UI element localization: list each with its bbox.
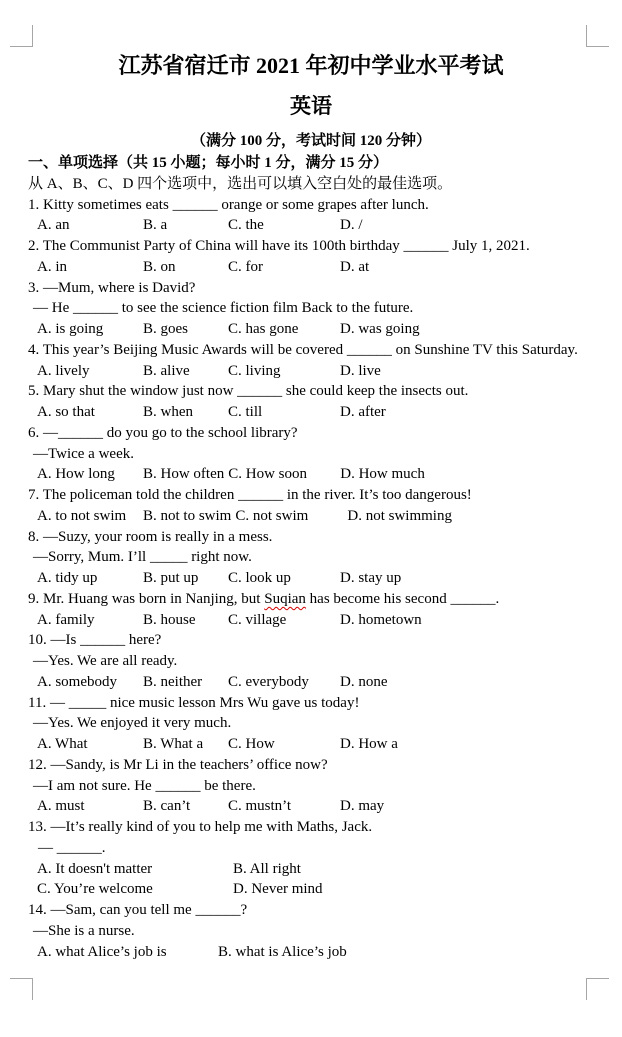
question-11-options	[28, 734, 594, 755]
option-c: C. has gone	[228, 321, 299, 337]
question-10-stem: 10. —Is ______ here?	[28, 632, 162, 649]
exam-score-time-info: （满分 100 分，考试时间 120 分钟）	[190, 133, 431, 149]
option-b: B. alive	[143, 362, 190, 379]
question-6-options	[28, 464, 594, 485]
option-c: C. everybody	[228, 673, 309, 690]
option-d: D. stay up	[340, 570, 402, 586]
option-c: C. You’re welcome	[37, 881, 153, 898]
option-b: B. What a	[143, 736, 204, 752]
question-5-options	[28, 402, 594, 423]
option-b: B. when	[143, 404, 193, 420]
option-d: D. How a	[340, 736, 398, 752]
question-13-stem: 13. —It’s really kind of you to help me with Maths, Jack.	[28, 819, 373, 835]
option-a: A. to not swim	[37, 507, 127, 524]
option-d: D. none	[340, 673, 388, 690]
option-c: C. the	[228, 217, 264, 234]
question-9-options	[28, 610, 594, 631]
option-d: D. at	[340, 258, 370, 275]
option-d: D. /	[340, 217, 363, 234]
option-d: D. after	[340, 404, 386, 420]
question-11-reply: —Yes. We enjoyed it very much.	[33, 715, 232, 732]
option-d: D. live	[340, 362, 381, 379]
option-a: A. an	[37, 217, 70, 234]
option-b: B. neither	[143, 673, 203, 690]
question-7-options	[28, 506, 594, 527]
option-a: A. family	[37, 611, 95, 628]
question-3-reply: — He ______ to see the science fiction film Back to the future.	[33, 300, 414, 317]
option-c: C. mustn’t	[228, 798, 292, 815]
option-a: A. What	[37, 736, 88, 752]
exam-subject: 英语	[290, 94, 332, 118]
question-12-stem: 12. —Sandy, is Mr Li in the teachers’ office now?	[28, 756, 328, 773]
text-boundary-mark-top-left	[10, 25, 33, 47]
option-a: A. somebody	[37, 673, 117, 690]
option-a: A. must	[37, 798, 85, 815]
option-b: B. not to swim	[143, 507, 232, 524]
question-6-reply: —Twice a week.	[33, 445, 134, 462]
question-6-stem: 6. —______ do you go to the school library?	[28, 424, 298, 441]
option-c: C. village	[228, 611, 287, 628]
option-c: C. How	[228, 736, 275, 752]
option-d: D. How much	[340, 466, 425, 483]
question-13-options-row-1	[28, 859, 594, 880]
question-1-stem: 1. Kitty sometimes eats ______ orange or some grapes after lunch.	[28, 196, 429, 213]
question-1-options	[28, 215, 594, 236]
question-3-stem: 3. —Mum, where is David?	[28, 279, 196, 296]
option-a: A. lively	[37, 362, 90, 379]
question-5-stem: 5. Mary shut the window just now ______ she could keep the insects out.	[28, 383, 469, 400]
option-a: A. in	[37, 258, 67, 275]
question-13-reply: — ______.	[38, 839, 106, 856]
question-12-reply: —I am not sure. He ______ be there.	[33, 777, 256, 794]
text-boundary-mark-bottom-right	[586, 978, 609, 1000]
exam-body	[28, 153, 594, 962]
option-d: D. Never mind	[233, 881, 323, 898]
question-12-options	[28, 796, 594, 817]
option-b: B. goes	[143, 321, 188, 337]
option-a: A. How long	[37, 466, 115, 483]
question-4-stem: 4. This year’s Beijing Music Awards will be covered ______ on Sunshine TV this Saturday.	[28, 341, 578, 358]
question-7-stem: 7. The policeman told the children ______ in the river. It’s too dangerous!	[28, 487, 472, 503]
question-10-options	[28, 672, 594, 693]
option-a: A. is going	[37, 321, 104, 337]
option-b: B. can’t	[143, 798, 191, 815]
question-8-reply: —Sorry, Mum. I’ll _____ right now.	[33, 549, 252, 566]
question-2-options	[28, 257, 594, 278]
section-instructions: 从 A、B、C、D 四个选项中，选出可以填入空白处的最佳选项。	[28, 175, 453, 192]
option-d: D. hometown	[340, 611, 422, 628]
option-b: B. what is Alice’s job	[218, 943, 347, 960]
question-8-options	[28, 568, 594, 589]
option-d: D. was going	[340, 321, 420, 337]
option-c: C. look up	[228, 570, 291, 586]
option-b: B. on	[143, 258, 176, 275]
question-14-reply: —She is a nurse.	[33, 922, 135, 939]
text-boundary-mark-bottom-left	[10, 978, 33, 1000]
option-c: C. not swim	[235, 507, 309, 524]
question-9-stem	[28, 589, 594, 610]
misspelled-word: Suqian	[264, 590, 306, 607]
option-c: C. living	[228, 362, 281, 379]
option-b: B. house	[143, 611, 196, 628]
question-2-stem: 2. The Communist Party of China will have its 100th birthday ______ July 1, 2021.	[28, 238, 530, 254]
option-a: A. so that	[37, 404, 95, 420]
option-c: C. How soon	[228, 466, 308, 483]
question-14-stem: 14. —Sam, can you tell me ______?	[28, 902, 248, 918]
stem-text: 9. Mr. Huang was born in Nanjing, but	[28, 590, 265, 607]
stem-text: has become his second ______.	[305, 590, 500, 607]
option-c: C. for	[228, 258, 263, 275]
option-b: B. a	[143, 217, 168, 234]
option-a: A. tidy up	[37, 570, 98, 586]
option-b: B. How often	[143, 466, 225, 483]
section-heading: 一、单项选择（共 15 小题；每小时 1 分，满分 15 分）	[28, 155, 389, 171]
option-c: C. till	[228, 404, 263, 420]
text-boundary-mark-top-right	[586, 25, 609, 47]
option-d: D. not swimming	[347, 507, 452, 524]
option-a: A. It doesn't matter	[37, 860, 153, 877]
option-b: B. put up	[143, 570, 199, 586]
option-b: B. All right	[233, 860, 301, 877]
exam-title: 江苏省宿迁市 2021 年初中学业水平考试	[118, 53, 504, 78]
question-10-reply: —Yes. We are all ready.	[33, 653, 178, 669]
question-14-options-row-1	[28, 942, 594, 963]
option-a: A. what Alice’s job is	[37, 943, 167, 960]
question-3-options	[28, 319, 594, 340]
question-11-stem: 11. — _____ nice music lesson Mrs Wu gave us today!	[28, 694, 360, 711]
question-13-options-row-2	[28, 879, 594, 900]
question-8-stem: 8. —Suzy, your room is really in a mess.	[28, 528, 273, 545]
option-d: D. may	[340, 798, 385, 815]
question-4-options	[28, 361, 594, 382]
